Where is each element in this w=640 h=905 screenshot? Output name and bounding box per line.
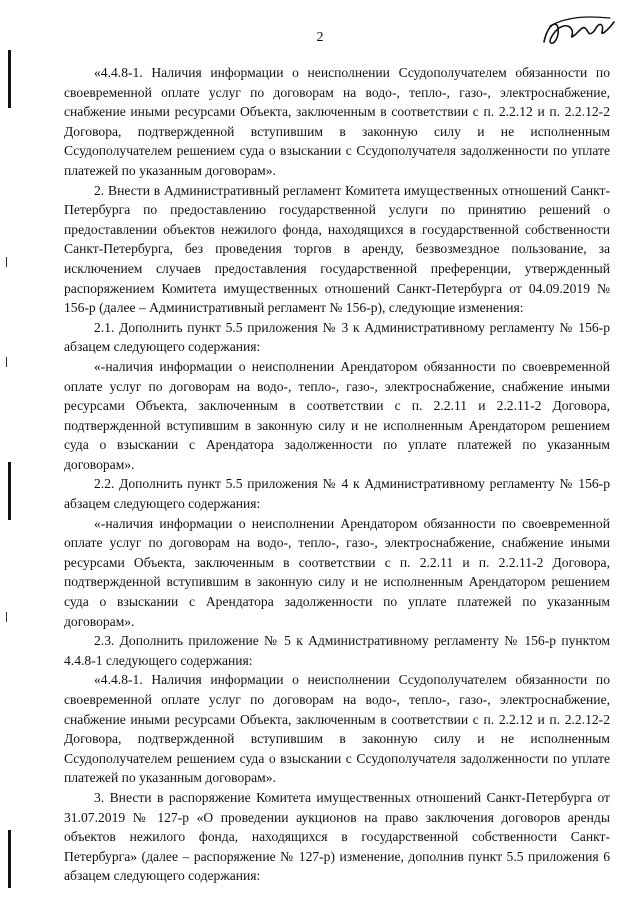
signature-icon xyxy=(538,12,618,52)
paragraph-quote-appendix-5: «4.4.8-1. Наличия информации о неисполнении Ссудополучателем обязанности по своевременной оплате услуг по договорам на водо-, тепло-, газо-, электроснабжение, снабжение иными ресурсами Объекта, заключенным в соответствии с п. 2.2.12 и п. 2.2.12-2 Договора, подтвержденной вступившим в законную силу и не исполненным Ссудополучателем решением суда о взыскании с Ссудополучателя задолженности по уплате платежей по указанным договорам». xyxy=(64,672,610,786)
margin-scan-dash xyxy=(6,357,7,367)
margin-scan-mark xyxy=(8,50,11,108)
page-number: 2 xyxy=(316,30,324,45)
document-body xyxy=(64,63,610,886)
paragraph-quote-4-4-8-1: «4.4.8-1. Наличия информации о неисполнении Ссудополучателем обязанности по своевременной оплате услуг по договорам на водо-, тепло-, газо-, электроснабжение, снабжение иными ресурсами Объекта, заключенным в соответствии с п. 2.2.12 и п. 2.2.12-2 Договора, подтвержденной вступившим в законную силу и не исполненным Ссудополучателем решением суда о взыскании с Ссудополучателя задолженности по уплате платежей по указанным договорам». xyxy=(64,65,610,178)
margin-scan-mark xyxy=(8,462,11,520)
paragraph-item-2-3: 2.3. Дополнить приложение № 5 к Административному регламенту № 156-р пунктом 4.4.8-1 следующего содержания: xyxy=(64,633,610,668)
paragraph-quote-appendix-4: «-наличия информации о неисполнении Арендатором обязанности по своевременной оплате услуг по договорам на водо-, тепло-, газо-, электроснабжение, снабжение иными ресурсами Объекта, заключенным в соответствии с п. 2.2.11 и п. 2.2.11-2 Договора, подтвержденной вступившим в законную силу и не исполненным Арендатором решением суда о взыскании с Арендатора задолженности по уплате платежей по указанным договорам». xyxy=(64,515,610,629)
paragraph-item-2-1: 2.1. Дополнить пункт 5.5 приложения № 3 к Административному регламенту № 156-р абзацем следующего содержания: xyxy=(64,319,610,355)
margin-scan-mark xyxy=(8,830,11,888)
paragraph-quote-appendix-3: «-наличия информации о неисполнении Арендатором обязанности по своевременной оплате услуг по договорам на водо-, тепло-, газо-, электроснабжение, снабжение иными ресурсами Объекта, заключенным в соответствии с п. 2.2.11 и 2.2.11-2 Договора, подтвержденной вступившим в законную силу и не исполненным Арендатором решением суда о взыскании с Арендатора задолженности по уплате платежей по указанным договорам». xyxy=(64,358,610,472)
margin-scan-dash xyxy=(6,257,7,267)
paragraph-item-3: 3. Внести в распоряжение Комитета имущественных отношений Санкт-Петербурга от 31.07.2019 № 127-р «О проведении аукционов на право заключения договоров аренды объектов нежилого фонда, находящихся в государственной собственности Санкт-Петербурга» (далее – распоряжение № 127-р) изменение, дополнив пункт 5.5 приложения 6 абзацем следующего содержания: xyxy=(64,789,610,884)
paragraph-item-2-2: 2.2. Дополнить пункт 5.5 приложения № 4 к Административному регламенту № 156-р абзацем следующего содержания: xyxy=(64,476,610,512)
paragraph-item-2: 2. Внести в Административный регламент Комитета имущественных отношений Санкт-Петербурга по предоставлению государственной услуги по принятию решений о предоставлении объектов нежилого фонда, находящихся в государственной собственности Санкт-Петербурга, без проведения торгов в аренду, безвозмездное пользование, за исключением случаев предоставления государственной преференции, утвержденный распоряжением Комитета имущественных отношений Санкт-Петербурга от 04.09.2019 № 156-р (далее – Административный регламент № 156-р), следующие изменения: xyxy=(64,182,610,316)
margin-scan-dash xyxy=(6,612,7,622)
